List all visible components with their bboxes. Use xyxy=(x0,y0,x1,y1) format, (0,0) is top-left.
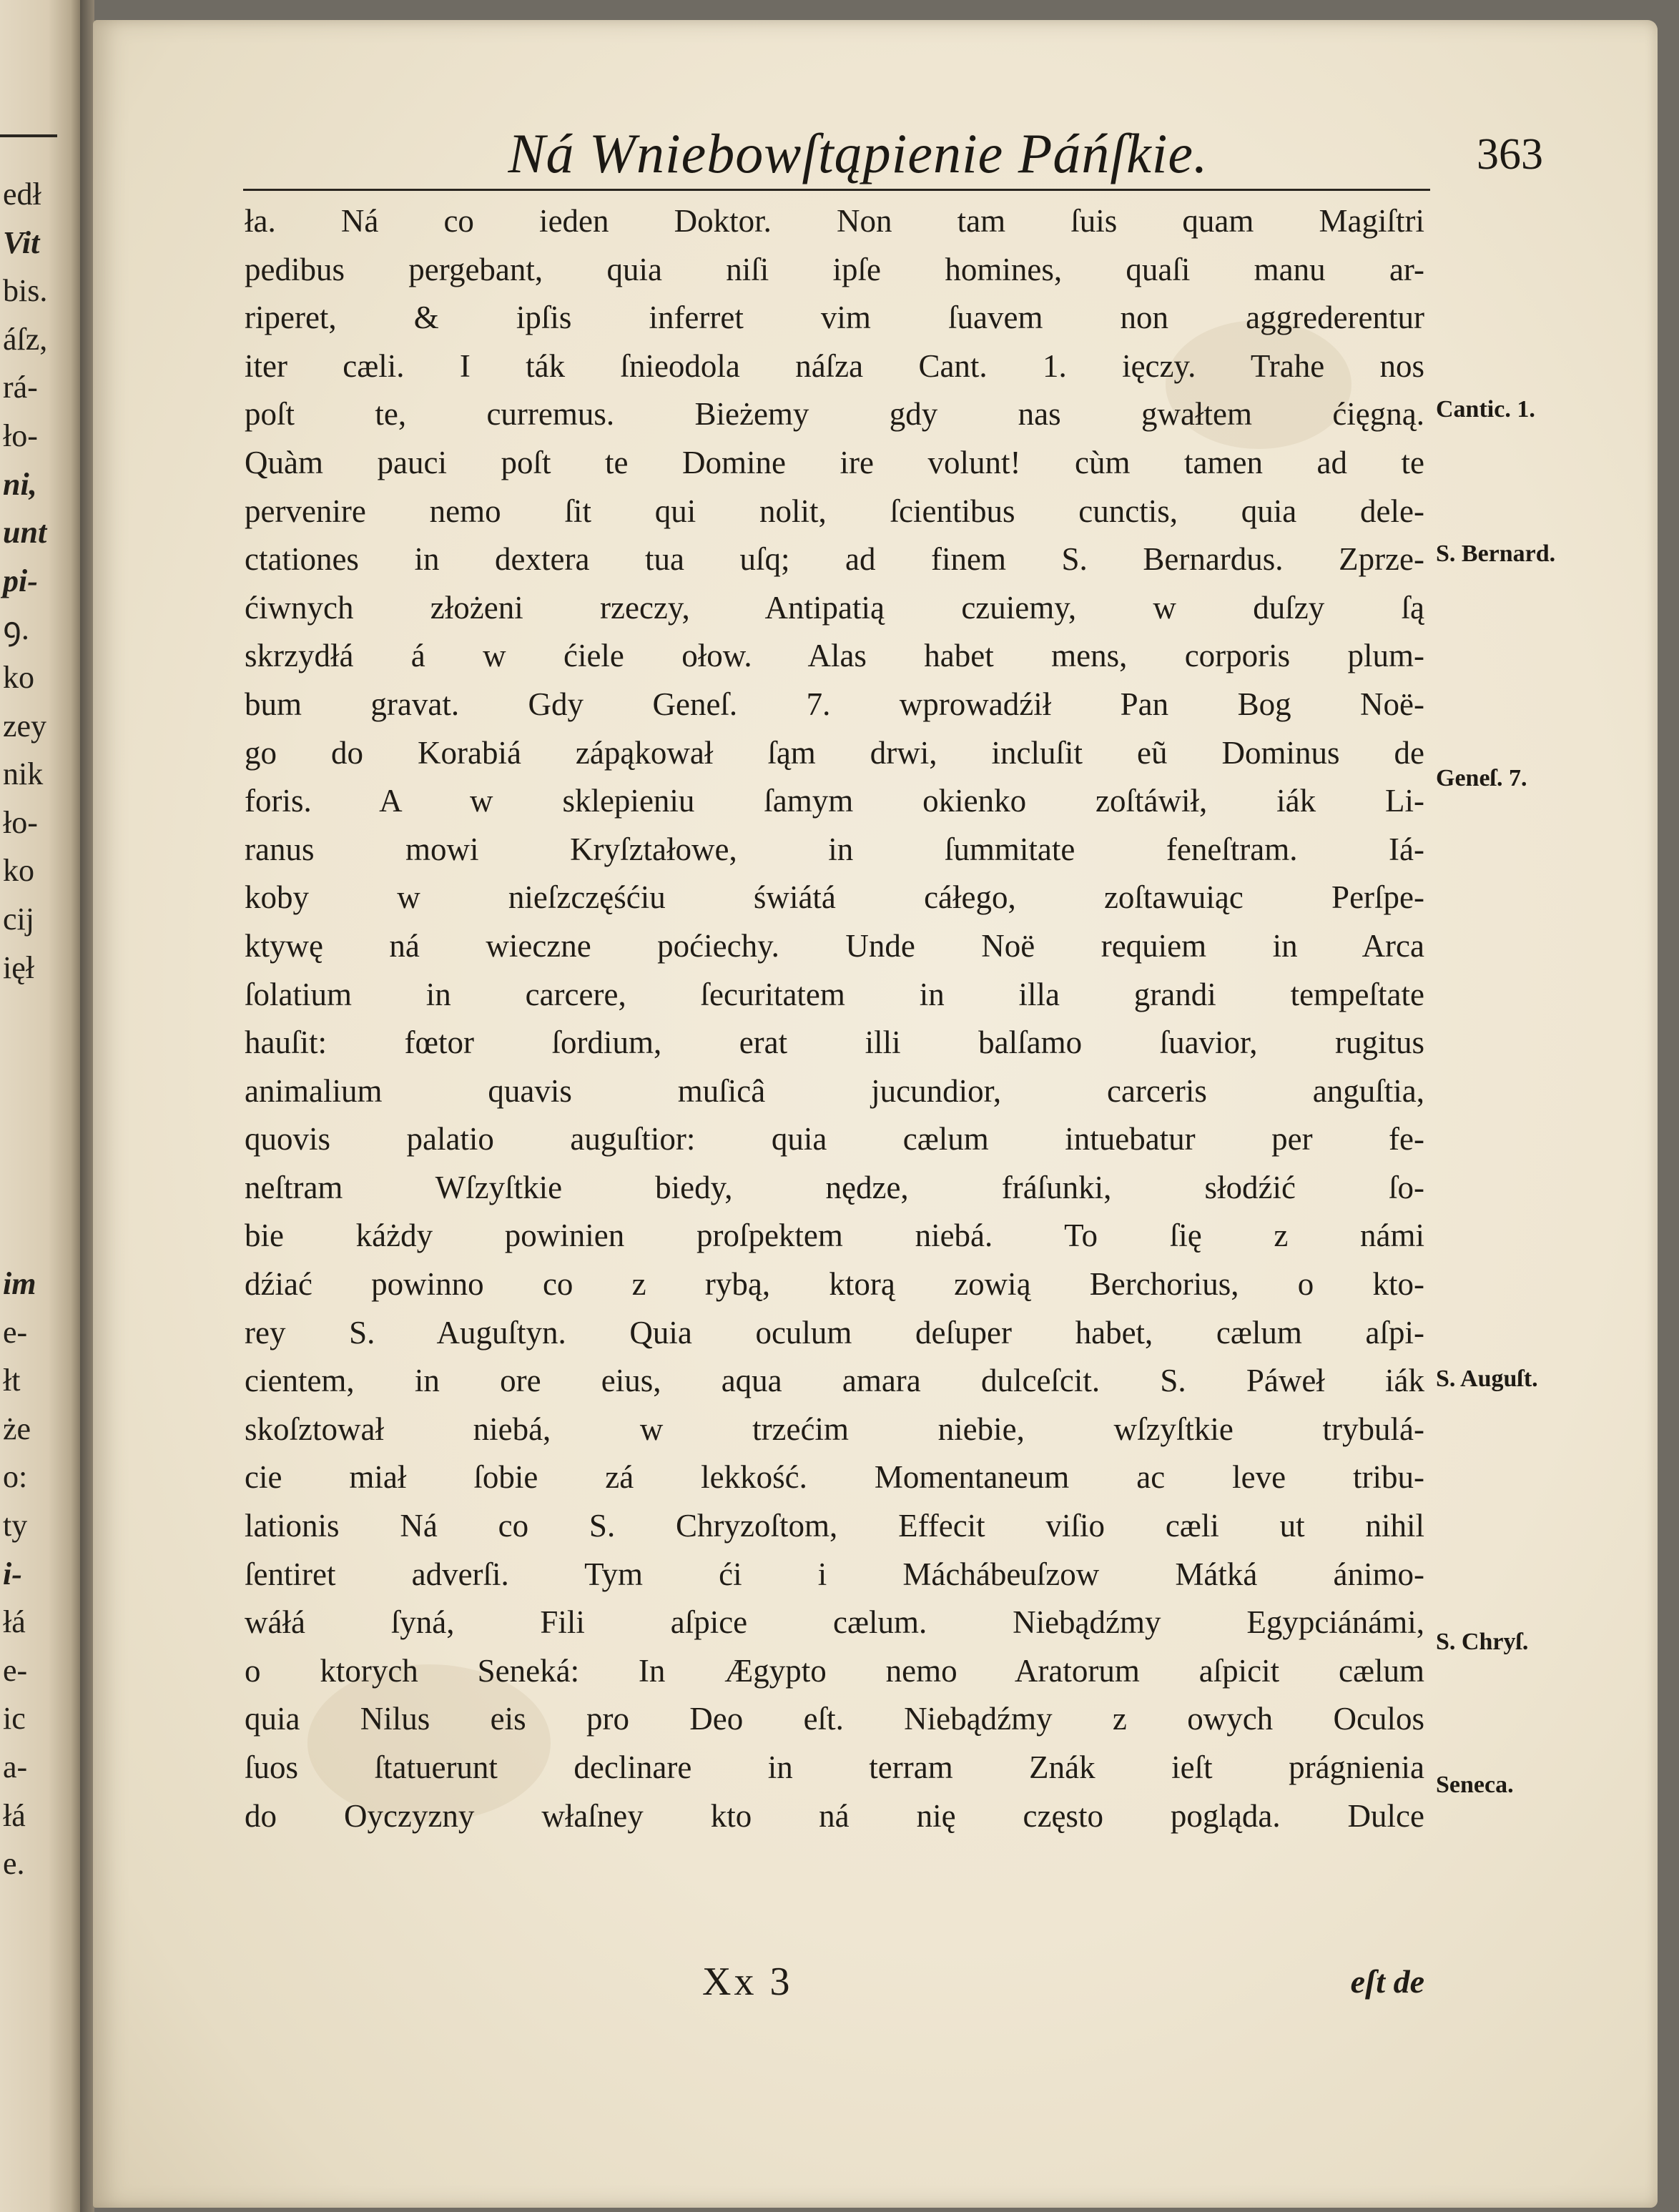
previous-page-fragment: áſz, xyxy=(3,321,48,357)
previous-page-fragment: ꝯ. xyxy=(3,611,29,647)
text-line: pervenire nemo ſit qui nolit, ſcientibus cunctis, quia dele- xyxy=(245,493,1424,529)
previous-page-fragment: ło- xyxy=(3,418,38,453)
text-line: hauſit: fœtor ſordium, erat illi balſamo ſuavior, rugitus xyxy=(245,1024,1424,1061)
previous-page-fragment: e- xyxy=(3,1652,28,1688)
text-line: cie miał ſobie zá lekkość. Momentaneum ac leve tribu- xyxy=(245,1459,1424,1496)
text-line: ctationes in dextera tua uſq; ad finem S. Bernardus. Zprze- xyxy=(245,541,1424,578)
previous-page-fragment: i- xyxy=(3,1556,22,1591)
text-line: wáłá ſyná, Fili aſpice cælum. Niebądźmy Egypciánámi, xyxy=(245,1604,1424,1641)
text-line: lationis Ná co S. Chryzoſtom, Effecit viſio cæli ut nihil xyxy=(245,1508,1424,1544)
previous-page-fragment: e- xyxy=(3,1314,28,1350)
text-line: ła. Ná co ieden Doktor. Non tam ſuis quam Magiſtri xyxy=(245,203,1424,239)
text-line: ktywę ná wieczne poćiechy. Unde Noë requiem in Arca xyxy=(245,927,1424,964)
signature-mark: Xx 3 xyxy=(702,1960,793,2004)
previous-page-fragment: unt xyxy=(3,515,47,550)
text-line: skrzydłá á w ćiele ołow. Alas habet mens, corporis plum- xyxy=(245,638,1424,674)
body-text xyxy=(245,197,1424,1840)
previous-page-fragment: że xyxy=(3,1411,31,1446)
previous-page-fragment: ło- xyxy=(3,804,38,840)
previous-page-fragments-lower xyxy=(3,1260,74,1888)
previous-page-fragment: nik xyxy=(3,756,44,792)
previous-page-fragment: ty xyxy=(3,1507,28,1543)
text-line: koby w nieſzczęśćiu świátá cáłego, zoſtawuiąc Perſpe- xyxy=(245,879,1424,916)
text-line: foris. A w sklepieniu ſamym okienko zoſtáwił, iák Li- xyxy=(245,783,1424,819)
text-line: o ktorych Seneká: In Ægypto nemo Aratorum aſpicit cælum xyxy=(245,1652,1424,1689)
text-line: quovis palatio auguſtior: quia cælum intuebatur per fe- xyxy=(245,1121,1424,1157)
text-line: ranus mowi Kryſztałowe, in ſummitate feneſtram. Iá- xyxy=(245,831,1424,867)
text-line: neſtram Wſzyſtkie biedy, nędze, fráſunki, słodźić ſo- xyxy=(245,1169,1424,1205)
text-line: skoſztował niebá, w trzećim niebie, wſzyſtkie trybulá- xyxy=(245,1411,1424,1447)
marginal-note: Cantic. 1. xyxy=(1436,396,1535,423)
previous-page-fragment: im xyxy=(3,1266,36,1301)
previous-page-fragment: edł xyxy=(3,177,41,212)
text-line: Quàm pauci poſt te Domine ire volunt! cùm tamen ad te xyxy=(245,444,1424,480)
page-footer xyxy=(245,1953,1424,2010)
text-line: bie káżdy powinien proſpektem niebá. To ſię z námi xyxy=(245,1218,1424,1254)
text-line: animalium quavis muſicâ jucundior, carceris anguſtia, xyxy=(245,1072,1424,1109)
previous-page-fragment: Vit xyxy=(3,224,40,260)
text-line: riperet, & ipſis inferret vim ſuavem non aggrederentur xyxy=(245,300,1424,336)
previous-page-fragment: łt xyxy=(3,1363,21,1398)
text-line: ſentiret adverſi. Tym ći i Máchábeuſzow Mátká ánimo- xyxy=(245,1556,1424,1592)
previous-page-fragment: ic xyxy=(3,1701,26,1737)
previous-page-fragment: ni, xyxy=(3,466,37,502)
marginal-note: S. Chryſ. xyxy=(1436,1629,1529,1655)
previous-page-fragment: ko xyxy=(3,659,34,695)
text-line: cientem, in ore eius, aqua amara dulceſcit. S. Páweł iák xyxy=(245,1363,1424,1399)
text-line: ſuos ſtatuerunt declinare in terram Znák ieſt prágnienia xyxy=(245,1749,1424,1785)
text-line: iter cæli. I ták ſnieodola náſza Cant. 1. ięczy. Trahe nos xyxy=(245,347,1424,384)
text-line: go do Korabiá zápąkował ſąm drwi, incluſit eũ Dominus de xyxy=(245,734,1424,771)
text-line: ćiwnych złożeni rzeczy, Antipatią czuiemy, w duſzy ſą xyxy=(245,589,1424,626)
text-line: bum gravat. Gdy Geneſ. 7. wprowadźił Pan Bog Noë- xyxy=(245,686,1424,722)
previous-page-fragment: łá xyxy=(3,1797,26,1833)
previous-page-head-rule xyxy=(0,134,57,137)
text-line: ſolatium in carcere, ſecuritatem in illa grandi tempeſtate xyxy=(245,976,1424,1012)
running-head-title: Ná Wniebowſtąpienie Páńſkie. xyxy=(508,122,1208,184)
marginal-note: S. Bernard. xyxy=(1436,540,1556,567)
previous-page-fragment: ięł xyxy=(3,949,34,985)
text-line: rey S. Auguſtyn. Quia oculum deſuper habet, cælum aſpi- xyxy=(245,1314,1424,1351)
text-line: poſt te, curremus. Bieżemy gdy nas gwałtem ćięgną. xyxy=(245,396,1424,433)
marginal-note: Geneſ. 7. xyxy=(1436,765,1527,791)
previous-page-fragment: bis. xyxy=(3,273,48,309)
previous-page-fragment: zey xyxy=(3,708,47,744)
catchword: eſt de xyxy=(1350,1963,1424,2000)
text-line: do Oyczyzny właſney kto ná nię często pogląda. Dulce xyxy=(245,1797,1424,1834)
previous-page-fragment: a- xyxy=(3,1749,28,1784)
previous-page-fragment: cij xyxy=(3,901,34,937)
previous-page-fragment: o: xyxy=(3,1459,28,1495)
page-number: 363 xyxy=(1477,130,1543,179)
previous-page-fragment: łá xyxy=(3,1604,26,1640)
text-line: dźiać powinno co z rybą, ktorą zowią Berchorius, o kto- xyxy=(245,1266,1424,1303)
previous-page-fragments-upper xyxy=(3,170,74,992)
head-rule xyxy=(243,189,1430,191)
book-page xyxy=(93,20,1658,2208)
marginal-note: S. Auguſt. xyxy=(1436,1366,1538,1392)
text-line: pedibus pergebant, quia niſi ipſe homines, quaſi manu ar- xyxy=(245,251,1424,287)
previous-page-fragment: ko xyxy=(3,853,34,889)
previous-page-fragment: rá- xyxy=(3,370,38,405)
previous-page-edge xyxy=(0,0,80,2212)
marginal-note: Seneca. xyxy=(1436,1772,1514,1798)
text-line: quia Nilus eis pro Deo eſt. Niebądźmy z owych Oculos xyxy=(245,1701,1424,1737)
book-gutter xyxy=(80,0,94,2212)
previous-page-fragment: pi- xyxy=(3,563,38,598)
previous-page-fragment: e. xyxy=(3,1846,25,1882)
